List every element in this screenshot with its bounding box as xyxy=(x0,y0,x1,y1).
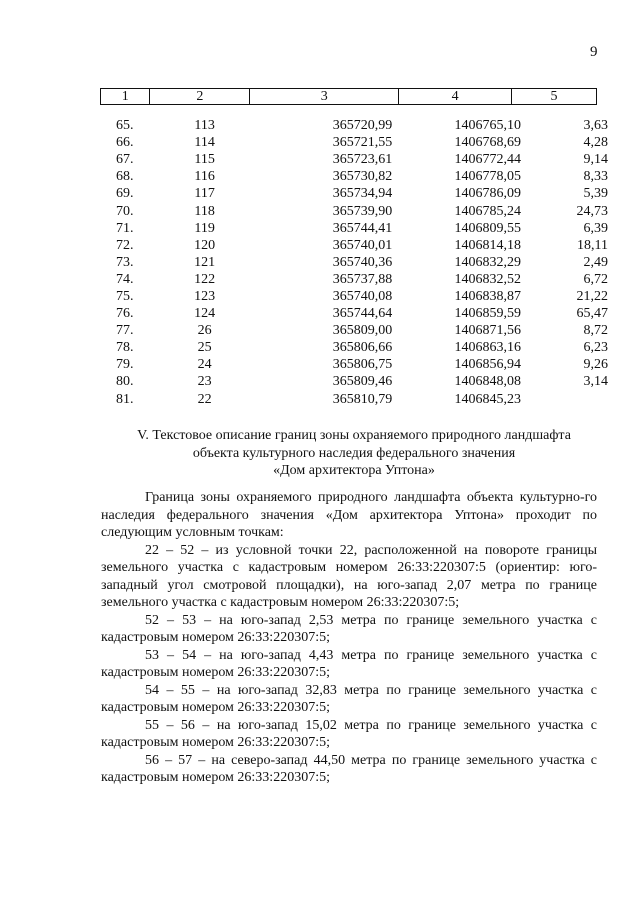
table-cell: 73. xyxy=(115,254,134,270)
table-cell: 6,72 xyxy=(583,271,608,287)
table-cell: 24,73 xyxy=(576,203,608,219)
table-cell: 365740,36 xyxy=(332,254,393,270)
page-number: 9 xyxy=(590,44,598,60)
table-cell: 365723,61 xyxy=(332,152,393,168)
table-row xyxy=(100,168,608,185)
paragraph: 22 – 52 – из условной точки 22, расположенной на повороте границы земельного участка с кадастровым номером 26:33:220307:5 (ориентир: юго-западный угол смотровой площадки), на юго-запад 2,07 метра по границе земельного участка с кадастровым номером 26:33:220307:5; xyxy=(101,542,597,610)
table-cell: 365720,99 xyxy=(332,118,393,134)
table-cell: 65. xyxy=(115,118,134,134)
table-cell: 68. xyxy=(115,169,134,185)
table-cell xyxy=(521,391,608,408)
table-cell: 1406859,59 xyxy=(454,306,522,322)
table-cell: 5,39 xyxy=(583,186,608,202)
section-title-line: «Дом архитектора Уптона» xyxy=(273,463,435,478)
table-cell: 365734,94 xyxy=(332,186,393,202)
table-cell: 365739,90 xyxy=(332,203,393,219)
table-cell: 365809,46 xyxy=(332,374,393,390)
table-cell: 67. xyxy=(115,152,134,168)
table-row xyxy=(100,373,608,390)
table-cell: 1406832,29 xyxy=(454,254,522,270)
header-cell: 1 xyxy=(101,89,150,105)
table-cell: 365744,64 xyxy=(332,306,393,322)
header-cell: 2 xyxy=(150,89,250,105)
table-row xyxy=(100,254,608,271)
table-cell: 1406848,08 xyxy=(454,374,522,390)
table-cell: 9,14 xyxy=(583,152,608,168)
table-cell: 1406778,05 xyxy=(454,169,522,185)
table-cell: 1406856,94 xyxy=(454,357,522,373)
table-cell: 2,49 xyxy=(583,254,608,270)
table-cell: 1406809,55 xyxy=(454,220,522,236)
table-cell: 365809,00 xyxy=(332,323,393,339)
table-row xyxy=(100,202,608,219)
table-cell: 4,28 xyxy=(583,135,608,151)
paragraph: 52 – 53 – на юго-запад 2,53 метра по границе земельного участка с кадастровым номером 26:33:220307:5; xyxy=(101,612,597,645)
table-cell: 3,14 xyxy=(583,374,608,390)
table-cell: 124 xyxy=(194,306,216,322)
table-cell: 113 xyxy=(194,118,215,134)
table-cell: 74. xyxy=(115,271,134,287)
table-cell: 1406765,10 xyxy=(454,118,522,134)
table-cell: 9,26 xyxy=(583,357,608,373)
table-row xyxy=(100,322,608,339)
table-cell: 1406814,18 xyxy=(454,237,522,253)
table-cell: 24 xyxy=(197,357,212,373)
table-cell: 75. xyxy=(115,288,134,304)
paragraph: Граница зоны охраняемого природного ландшафта объекта культурно-го наследия федерального значения «Дом архитектора Уптона» проходит по следующим условным точкам: xyxy=(101,490,597,540)
table-cell: 365744,41 xyxy=(332,220,393,236)
boundary-description xyxy=(101,489,597,787)
table-cell: 26 xyxy=(197,323,212,339)
table-cell: 22 xyxy=(197,391,212,407)
header-cell: 5 xyxy=(511,89,596,105)
table-row xyxy=(100,339,608,356)
paragraph: 55 – 56 – на юго-запад 15,02 метра по границе земельного участка с кадастровым номером 26:33:220307:5; xyxy=(101,717,597,750)
table-cell: 1406772,44 xyxy=(454,152,522,168)
table-cell: 365740,08 xyxy=(332,288,393,304)
table-row xyxy=(100,288,608,305)
table-cell: 77. xyxy=(115,323,134,339)
table-cell: 78. xyxy=(115,340,134,356)
table-cell: 81. xyxy=(115,391,134,407)
header-cell: 4 xyxy=(399,89,512,105)
table-cell: 119 xyxy=(194,220,215,236)
table-header xyxy=(100,88,597,105)
table-cell: 120 xyxy=(194,237,216,253)
table-cell: 6,23 xyxy=(583,340,608,356)
table-cell: 80. xyxy=(115,374,134,390)
table-cell: 1406863,16 xyxy=(454,340,522,356)
table-row xyxy=(100,220,608,237)
table-cell: 3,63 xyxy=(583,118,608,134)
table-cell: 1406871,56 xyxy=(454,323,522,339)
table-cell: 118 xyxy=(194,203,215,219)
table-cell: 1406845,23 xyxy=(454,391,522,407)
table-cell: 70. xyxy=(115,203,134,219)
section-title-line: объекта культурного наследия федерального значения xyxy=(192,445,516,461)
table-row xyxy=(100,356,608,373)
table-cell: 1406832,52 xyxy=(454,271,522,287)
coordinates-table-body xyxy=(100,117,608,408)
table-cell: 365730,82 xyxy=(332,169,393,185)
table-cell: 65,47 xyxy=(576,306,608,322)
table-cell: 69. xyxy=(115,186,134,202)
table-row xyxy=(100,185,608,202)
table-row xyxy=(100,391,608,408)
table-cell: 365806,66 xyxy=(332,340,393,356)
paragraph: 56 – 57 – на северо-запад 44,50 метра по границе земельного участка с кадастровым номером 26:33:220307:5; xyxy=(101,752,597,785)
table-cell: 365740,01 xyxy=(332,237,393,253)
table-cell: 1406768,69 xyxy=(454,135,522,151)
table-cell: 365806,75 xyxy=(332,357,393,373)
table-cell: 114 xyxy=(194,135,215,151)
table-cell: 365721,55 xyxy=(332,135,393,151)
table-cell: 6,39 xyxy=(583,220,608,236)
table-cell: 21,22 xyxy=(576,288,608,304)
table-cell: 1406785,24 xyxy=(454,203,522,219)
table-cell: 72. xyxy=(115,237,134,253)
table-header-row xyxy=(101,89,597,105)
table-cell: 8,72 xyxy=(583,323,608,339)
table-cell: 18,11 xyxy=(577,237,608,253)
section-title-line: V. Текстовое описание границ зоны охраняемого природного ландшафта xyxy=(137,428,571,443)
table-cell: 365737,88 xyxy=(332,271,393,287)
paragraph: 53 – 54 – на юго-запад 4,43 метра по границе земельного участка с кадастровым номером 26:33:220307:5; xyxy=(101,647,597,680)
header-cell: 3 xyxy=(250,89,399,105)
table-cell: 66. xyxy=(115,135,134,151)
table-row xyxy=(100,151,608,168)
table-cell: 116 xyxy=(194,169,215,185)
table-cell: 76. xyxy=(115,306,134,322)
table-row xyxy=(100,305,608,322)
table-cell: 115 xyxy=(194,152,215,168)
table-cell: 121 xyxy=(194,254,216,270)
table-row xyxy=(100,134,608,151)
table-cell: 365810,79 xyxy=(332,391,393,407)
table-cell: 1406838,87 xyxy=(454,288,522,304)
table-cell: 8,33 xyxy=(583,169,608,185)
table-cell: 79. xyxy=(115,357,134,373)
section-title xyxy=(100,427,608,480)
table-cell: 117 xyxy=(194,186,215,202)
table-cell: 25 xyxy=(197,340,212,356)
table-row xyxy=(100,271,608,288)
table-cell: 23 xyxy=(197,374,212,390)
table-cell: 122 xyxy=(194,271,216,287)
table-row xyxy=(100,237,608,254)
coordinates-table xyxy=(100,117,608,408)
paragraph: 54 – 55 – на юго-запад 32,83 метра по границе земельного участка с кадастровым номером 26:33:220307:5; xyxy=(101,682,597,715)
table-cell: 1406786,09 xyxy=(454,186,522,202)
table-cell: 71. xyxy=(115,220,134,236)
table-cell: 123 xyxy=(194,288,216,304)
table-row xyxy=(100,117,608,134)
